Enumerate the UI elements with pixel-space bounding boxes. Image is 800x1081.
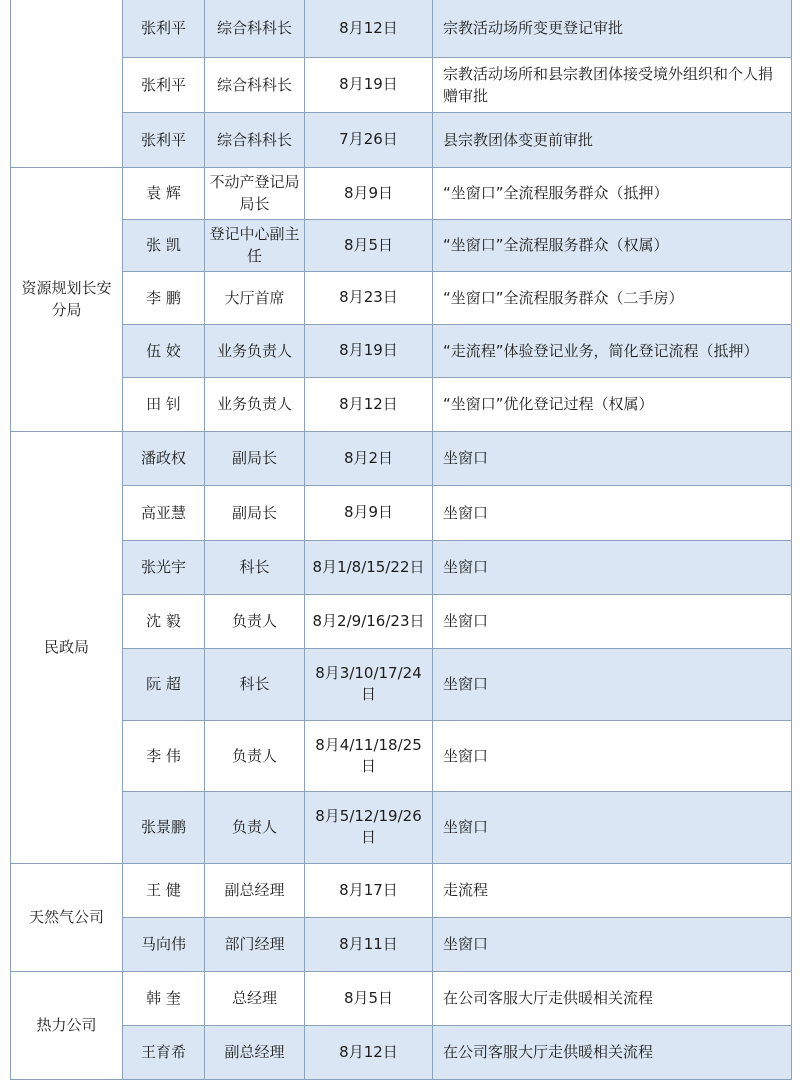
title-cell: 登记中心副主任 (205, 219, 305, 271)
name-cell: 张利平 (123, 0, 205, 57)
title-cell: 综合科科长 (205, 57, 305, 112)
table-row (11, 594, 792, 648)
table-row (11, 1025, 792, 1079)
date-cell: 8月12日 (305, 377, 433, 431)
content-cell: 县宗教团体变更前审批 (433, 112, 792, 167)
title-cell: 业务负责人 (205, 324, 305, 377)
title-cell: 副局长 (205, 485, 305, 540)
content-cell: 坐窗口 (433, 540, 792, 594)
table-row (11, 167, 792, 219)
name-cell: 李 伟 (123, 720, 205, 791)
content-cell: 坐窗口 (433, 720, 792, 791)
content-cell: “坐窗口”全流程服务群众（权属） (433, 219, 792, 271)
name-cell: 王育希 (123, 1025, 205, 1079)
title-cell: 总经理 (205, 971, 305, 1025)
date-cell: 8月2/9/16/23日 (305, 594, 433, 648)
title-cell: 负责人 (205, 791, 305, 863)
name-cell: 田 钊 (123, 377, 205, 431)
date-cell: 8月19日 (305, 57, 433, 112)
name-cell: 张利平 (123, 112, 205, 167)
name-cell: 伍 姣 (123, 324, 205, 377)
table-row (11, 720, 792, 791)
table-row (11, 971, 792, 1025)
date-cell: 8月5/12/19/26日 (305, 791, 433, 863)
table-row (11, 324, 792, 377)
title-cell: 科长 (205, 540, 305, 594)
name-cell: 马向伟 (123, 917, 205, 971)
table-row (11, 917, 792, 971)
date-cell: 8月9日 (305, 485, 433, 540)
name-cell: 张景鹏 (123, 791, 205, 863)
department-cell: 热力公司 (11, 971, 123, 1079)
department-cell: 天然气公司 (11, 863, 123, 971)
title-cell: 负责人 (205, 594, 305, 648)
content-cell: 宗教活动场所和县宗教团体接受境外组织和个人捐赠审批 (433, 57, 792, 112)
date-cell: 8月4/11/18/25日 (305, 720, 433, 791)
content-cell: 在公司客服大厅走供暖相关流程 (433, 971, 792, 1025)
date-cell: 8月1/8/15/22日 (305, 540, 433, 594)
date-cell: 8月23日 (305, 271, 433, 324)
name-cell: 张 凯 (123, 219, 205, 271)
content-cell: 坐窗口 (433, 791, 792, 863)
name-cell: 张光宇 (123, 540, 205, 594)
table-row (11, 431, 792, 485)
title-cell: 业务负责人 (205, 377, 305, 431)
content-cell: “坐窗口”全流程服务群众（二手房） (433, 271, 792, 324)
table-row (11, 791, 792, 863)
name-cell: 高亚慧 (123, 485, 205, 540)
name-cell: 李 鹏 (123, 271, 205, 324)
content-cell: 坐窗口 (433, 594, 792, 648)
content-cell: 宗教活动场所变更登记审批 (433, 0, 792, 57)
schedule-table (10, 0, 792, 1080)
table-row (11, 485, 792, 540)
content-cell: 在公司客服大厅走供暖相关流程 (433, 1025, 792, 1079)
date-cell: 8月19日 (305, 324, 433, 377)
name-cell: 韩 奎 (123, 971, 205, 1025)
table-row (11, 0, 792, 57)
title-cell: 大厅首席 (205, 271, 305, 324)
department-cell (11, 0, 123, 167)
table-row (11, 271, 792, 324)
table-row (11, 112, 792, 167)
title-cell: 副总经理 (205, 1025, 305, 1079)
table-row (11, 219, 792, 271)
name-cell: 王 健 (123, 863, 205, 917)
content-cell: “走流程”体验登记业务，简化登记流程（抵押） (433, 324, 792, 377)
title-cell: 负责人 (205, 720, 305, 791)
title-cell: 部门经理 (205, 917, 305, 971)
date-cell: 8月5日 (305, 219, 433, 271)
table-row (11, 648, 792, 720)
content-cell: 坐窗口 (433, 648, 792, 720)
content-cell: “坐窗口”优化登记过程（权属） (433, 377, 792, 431)
name-cell: 潘政权 (123, 431, 205, 485)
content-cell: 坐窗口 (433, 485, 792, 540)
name-cell: 张利平 (123, 57, 205, 112)
table-row (11, 57, 792, 112)
date-cell: 8月5日 (305, 971, 433, 1025)
title-cell: 不动产登记局局长 (205, 167, 305, 219)
date-cell: 8月2日 (305, 431, 433, 485)
title-cell: 副局长 (205, 431, 305, 485)
department-cell: 资源规划长安分局 (11, 167, 123, 431)
content-cell: “坐窗口”全流程服务群众（抵押） (433, 167, 792, 219)
content-cell: 走流程 (433, 863, 792, 917)
date-cell: 8月11日 (305, 917, 433, 971)
date-cell: 8月3/10/17/24日 (305, 648, 433, 720)
content-cell: 坐窗口 (433, 431, 792, 485)
title-cell: 综合科科长 (205, 112, 305, 167)
date-cell: 8月12日 (305, 1025, 433, 1079)
title-cell: 科长 (205, 648, 305, 720)
name-cell: 阮 超 (123, 648, 205, 720)
table-row (11, 540, 792, 594)
date-cell: 7月26日 (305, 112, 433, 167)
date-cell: 8月17日 (305, 863, 433, 917)
date-cell: 8月12日 (305, 0, 433, 57)
department-cell: 民政局 (11, 431, 123, 863)
table-row (11, 863, 792, 917)
content-cell: 坐窗口 (433, 917, 792, 971)
name-cell: 沈 毅 (123, 594, 205, 648)
date-cell: 8月9日 (305, 167, 433, 219)
table-row (11, 377, 792, 431)
title-cell: 副总经理 (205, 863, 305, 917)
title-cell: 综合科科长 (205, 0, 305, 57)
name-cell: 袁 辉 (123, 167, 205, 219)
